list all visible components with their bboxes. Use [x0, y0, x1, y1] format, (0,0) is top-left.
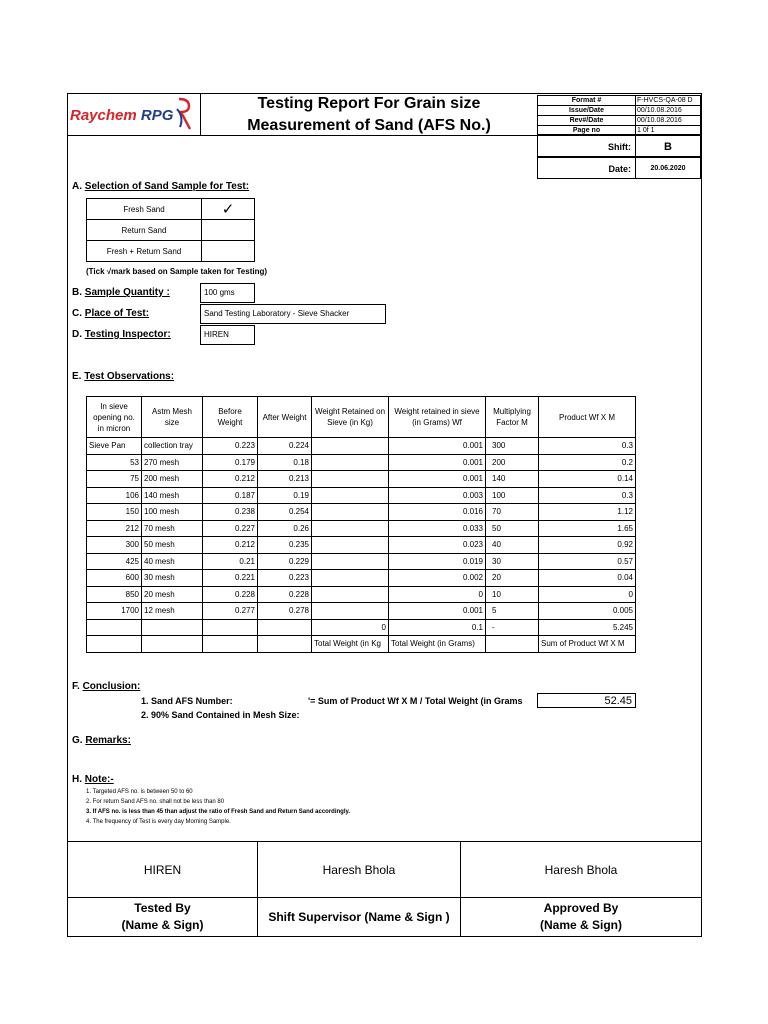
- cell-product: 0.3: [539, 487, 636, 504]
- note-item: 3. If AFS no. is less than 45 than adjust the ratio of Fresh Sand and Return Sand accordingly.: [86, 809, 351, 815]
- col-header-after: After Weight: [258, 397, 312, 438]
- logo-brand: RPG: [140, 107, 174, 124]
- meta-value: 1 0f 1: [635, 125, 701, 135]
- cell-mesh: 40 mesh: [142, 553, 203, 570]
- cell-sieve: 150: [87, 504, 142, 521]
- section-f-heading: [72, 681, 140, 692]
- sample-mark[interactable]: [202, 241, 255, 262]
- sample-row: [87, 241, 255, 262]
- cell-after: 0.224: [258, 438, 312, 455]
- section-g-heading: [72, 735, 131, 746]
- cell-product: 0.2: [539, 454, 636, 471]
- section-c-heading: [72, 308, 149, 319]
- signature-table: [67, 841, 702, 937]
- cell-kg: [312, 487, 389, 504]
- section-d-heading: [72, 329, 171, 340]
- sample-label: Fresh + Return Sand: [87, 241, 202, 262]
- meta-row: [537, 105, 701, 115]
- cell-after: 0.254: [258, 504, 312, 521]
- section-title: Conclusion:: [82, 681, 141, 692]
- section-letter: A.: [72, 181, 82, 192]
- cell-kg: [312, 586, 389, 603]
- cell-product: 1.65: [539, 520, 636, 537]
- col-header-product: Product Wf X M: [539, 397, 636, 438]
- section-title: Testing Inspector:: [84, 329, 171, 340]
- supervisor-role: [258, 898, 461, 937]
- signature-roles-row: [68, 898, 702, 937]
- cell-wf: 0.019: [389, 553, 486, 570]
- section-title: Sample Quantity :: [84, 287, 170, 298]
- meta-key: Format #: [537, 95, 635, 105]
- logo-cell: [67, 93, 201, 136]
- cell-empty: [486, 636, 539, 653]
- observations-body: [87, 438, 636, 653]
- cell-before: 0.238: [203, 504, 258, 521]
- cell-product: 0.14: [539, 471, 636, 488]
- cell-after: 0.228: [258, 586, 312, 603]
- cell-mesh: 140 mesh: [142, 487, 203, 504]
- cell-after: 0.235: [258, 537, 312, 554]
- section-letter: H.: [72, 774, 82, 785]
- shift-label: Shift:: [538, 136, 636, 156]
- cell-after: 0.223: [258, 570, 312, 587]
- cell-kg: [312, 471, 389, 488]
- cell-after: 0.278: [258, 603, 312, 620]
- total-labels-row: [87, 636, 636, 653]
- table-row: [87, 471, 636, 488]
- section-letter: G.: [72, 735, 83, 746]
- title-line-2: Measurement of Sand (AFS No.): [247, 117, 491, 134]
- cell-product: 0.005: [539, 603, 636, 620]
- cell-wf: 0: [389, 586, 486, 603]
- cell-before: 0.227: [203, 520, 258, 537]
- cell-before: 0.277: [203, 603, 258, 620]
- tested-by-role: [68, 898, 258, 937]
- cell-factor: 200: [486, 454, 539, 471]
- cell-wf: 0.023: [389, 537, 486, 554]
- title-cell: [201, 93, 537, 136]
- meta-key: Page no: [537, 125, 635, 135]
- company-logo: [70, 107, 173, 124]
- shift-value: B: [664, 141, 672, 153]
- cell-product: 0.92: [539, 537, 636, 554]
- observations-table: [86, 396, 636, 653]
- cell-sieve: 425: [87, 553, 142, 570]
- note-item: 1. Targeted AFS no. is between 50 to 60: [86, 789, 193, 795]
- col-header-before: Before Weight: [203, 397, 258, 438]
- cell-factor: 5: [486, 603, 539, 620]
- cell-wf: 0.003: [389, 487, 486, 504]
- cell-wf: 0.001: [389, 454, 486, 471]
- cell-before: 0.21: [203, 553, 258, 570]
- cell-kg: [312, 553, 389, 570]
- total-kg: 0: [312, 619, 389, 636]
- sample-selection-table: [86, 198, 255, 262]
- section-letter: C.: [72, 308, 82, 319]
- cell-wf: 0.016: [389, 504, 486, 521]
- col-header-kg: Weight Retained on Sieve (in Kg): [312, 397, 389, 438]
- section-title: Test Observations:: [84, 371, 175, 382]
- cell-empty: [258, 636, 312, 653]
- tested-by-name: HIREN: [68, 842, 258, 898]
- note-item: 4. The frequency of Test is every day Morning Sample.: [86, 819, 231, 825]
- cell-before: 0.179: [203, 454, 258, 471]
- table-row: [87, 553, 636, 570]
- title-line-1: Testing Report For Grain size: [257, 95, 481, 112]
- table-row: [87, 586, 636, 603]
- cell-kg: [312, 520, 389, 537]
- table-row: [87, 570, 636, 587]
- cell-kg: [312, 438, 389, 455]
- role-line: Approved By: [543, 901, 619, 915]
- meta-key: Issue/Date: [537, 105, 635, 115]
- meta-row: [537, 125, 701, 135]
- cell-empty: [258, 619, 312, 636]
- role-line: Shift Supervisor (Name & Sign ): [268, 910, 450, 924]
- inspector-value: HIREN: [200, 325, 255, 345]
- cell-empty: [142, 619, 203, 636]
- cell-factor: 70: [486, 504, 539, 521]
- cell-mesh: 30 mesh: [142, 570, 203, 587]
- mesh-size-label: 2. 90% Sand Contained in Mesh Size:: [141, 710, 300, 720]
- cell-product: 1.12: [539, 504, 636, 521]
- sample-row: [87, 220, 255, 241]
- table-row: [87, 438, 636, 455]
- meta-row: [537, 115, 701, 125]
- cell-sieve: 300: [87, 537, 142, 554]
- col-header-wf: Weight retained in sieve (in Grams) Wf: [389, 397, 486, 438]
- cell-sieve: 212: [87, 520, 142, 537]
- role-line: (Name & Sign): [539, 918, 622, 932]
- cell-sieve: Sieve Pan: [87, 438, 142, 455]
- meta-value: 00/10.08.2016: [635, 115, 701, 125]
- afs-formula: '= Sum of Product Wf X M / Total Weight (in Grams: [308, 696, 523, 706]
- rpg-mark-icon: [175, 97, 197, 131]
- meta-value: F-HVCS-QA-08 D: [635, 95, 701, 105]
- place-of-test-value: Sand Testing Laboratory - Sieve Shacker: [200, 304, 386, 324]
- cell-after: 0.229: [258, 553, 312, 570]
- sample-row: [87, 199, 255, 220]
- totals-row: [87, 619, 636, 636]
- cell-empty: [203, 636, 258, 653]
- meta-row: [537, 95, 701, 105]
- section-title: Note:-: [84, 774, 114, 785]
- role-line: (Name & Sign): [121, 918, 204, 932]
- cell-product: 0.57: [539, 553, 636, 570]
- sample-quantity-value: 100 gms: [200, 283, 255, 303]
- cell-product: 0.3: [539, 438, 636, 455]
- section-title: Remarks:: [85, 735, 131, 746]
- approved-by-name: Haresh Bhola: [461, 842, 702, 898]
- cell-before: 0.212: [203, 471, 258, 488]
- cell-empty: [87, 619, 142, 636]
- role-line: Tested By: [134, 901, 191, 915]
- approved-by-role: [461, 898, 702, 937]
- cell-empty: [203, 619, 258, 636]
- cell-kg: [312, 570, 389, 587]
- observations-header-row: [87, 397, 636, 438]
- cell-after: 0.19: [258, 487, 312, 504]
- cell-factor: 20: [486, 570, 539, 587]
- cell-factor: 10: [486, 586, 539, 603]
- cell-sieve: 1700: [87, 603, 142, 620]
- note-item: 2. For return Sand AFS no. shall not be less than 80: [86, 799, 225, 805]
- cell-before: 0.228: [203, 586, 258, 603]
- cell-kg: [312, 454, 389, 471]
- cell-product: 0.04: [539, 570, 636, 587]
- meta-value: 00/10.08.2016: [635, 105, 701, 115]
- cell-mesh: 20 mesh: [142, 586, 203, 603]
- total-wf: 0.1: [389, 619, 486, 636]
- total-wf-label: Total Weight (in Grams): [389, 636, 486, 653]
- col-header-sieve: In sieve opening no. in micron: [87, 397, 142, 438]
- date-value: 20.06.2020: [650, 165, 686, 172]
- section-letter: E.: [72, 371, 82, 382]
- cell-wf: 0.001: [389, 603, 486, 620]
- section-e-heading: [72, 371, 174, 382]
- signature-names-row: [68, 842, 702, 898]
- cell-sieve: 850: [87, 586, 142, 603]
- cell-sieve: 600: [87, 570, 142, 587]
- cell-kg: [312, 504, 389, 521]
- notes-list: [86, 787, 350, 827]
- cell-kg: [312, 603, 389, 620]
- cell-mesh: 200 mesh: [142, 471, 203, 488]
- cell-sieve: 106: [87, 487, 142, 504]
- cell-factor: 40: [486, 537, 539, 554]
- col-header-factor: Multiplying Factor M: [486, 397, 539, 438]
- cell-mesh: 12 mesh: [142, 603, 203, 620]
- afs-number-label: 1. Sand AFS Number:: [141, 696, 233, 706]
- cell-mesh: 50 mesh: [142, 537, 203, 554]
- total-kg-label: Total Weight (in Kg: [312, 636, 389, 653]
- tick-note: (Tick √mark based on Sample taken for Testing): [86, 267, 268, 276]
- document-meta: [537, 95, 701, 135]
- table-row: [87, 487, 636, 504]
- afs-value: 52.45: [537, 693, 636, 708]
- section-title: Place of Test:: [84, 308, 150, 319]
- section-title: Selection of Sand Sample for Test:: [84, 181, 250, 192]
- cell-factor: 140: [486, 471, 539, 488]
- section-letter: B.: [72, 287, 82, 298]
- cell-after: 0.18: [258, 454, 312, 471]
- cell-wf: 0.001: [389, 471, 486, 488]
- date-box: [537, 157, 701, 179]
- date-label: Date:: [538, 158, 636, 178]
- logo-text: Raychem: [70, 107, 137, 124]
- cell-after: 0.26: [258, 520, 312, 537]
- total-product: 5.245: [539, 619, 636, 636]
- cell-factor: 30: [486, 553, 539, 570]
- cell-mesh: 100 mesh: [142, 504, 203, 521]
- cell-mesh: 70 mesh: [142, 520, 203, 537]
- shift-box: [537, 135, 701, 157]
- cell-sieve: 75: [87, 471, 142, 488]
- cell-before: 0.187: [203, 487, 258, 504]
- section-h-heading: [72, 774, 114, 785]
- total-product-label: Sum of Product Wf X M: [539, 636, 636, 653]
- cell-mesh: collection tray: [142, 438, 203, 455]
- cell-factor: 100: [486, 487, 539, 504]
- sample-mark[interactable]: [202, 220, 255, 241]
- cell-before: 0.221: [203, 570, 258, 587]
- cell-wf: 0.001: [389, 438, 486, 455]
- meta-key: Rev#/Date: [537, 115, 635, 125]
- cell-before: 0.223: [203, 438, 258, 455]
- cell-empty: [142, 636, 203, 653]
- table-row: [87, 603, 636, 620]
- cell-kg: [312, 537, 389, 554]
- section-letter: F.: [72, 681, 80, 692]
- cell-after: 0.213: [258, 471, 312, 488]
- cell-product: 0: [539, 586, 636, 603]
- col-header-mesh: Astm Mesh size: [142, 397, 203, 438]
- table-row: [87, 454, 636, 471]
- check-mark-icon[interactable]: ✓: [202, 199, 255, 220]
- cell-sieve: 53: [87, 454, 142, 471]
- cell-wf: 0.002: [389, 570, 486, 587]
- sample-label: Fresh Sand: [87, 199, 202, 220]
- cell-empty: [87, 636, 142, 653]
- cell-wf: 0.033: [389, 520, 486, 537]
- section-a-heading: [72, 181, 249, 192]
- cell-before: 0.212: [203, 537, 258, 554]
- table-row: [87, 537, 636, 554]
- cell-mesh: 270 mesh: [142, 454, 203, 471]
- cell-factor: 50: [486, 520, 539, 537]
- section-b-heading: [72, 287, 170, 298]
- section-letter: D.: [72, 329, 82, 340]
- sample-label: Return Sand: [87, 220, 202, 241]
- cell-factor: 300: [486, 438, 539, 455]
- supervisor-name: Haresh Bhola: [258, 842, 461, 898]
- total-factor: -: [486, 619, 539, 636]
- table-row: [87, 520, 636, 537]
- table-row: [87, 504, 636, 521]
